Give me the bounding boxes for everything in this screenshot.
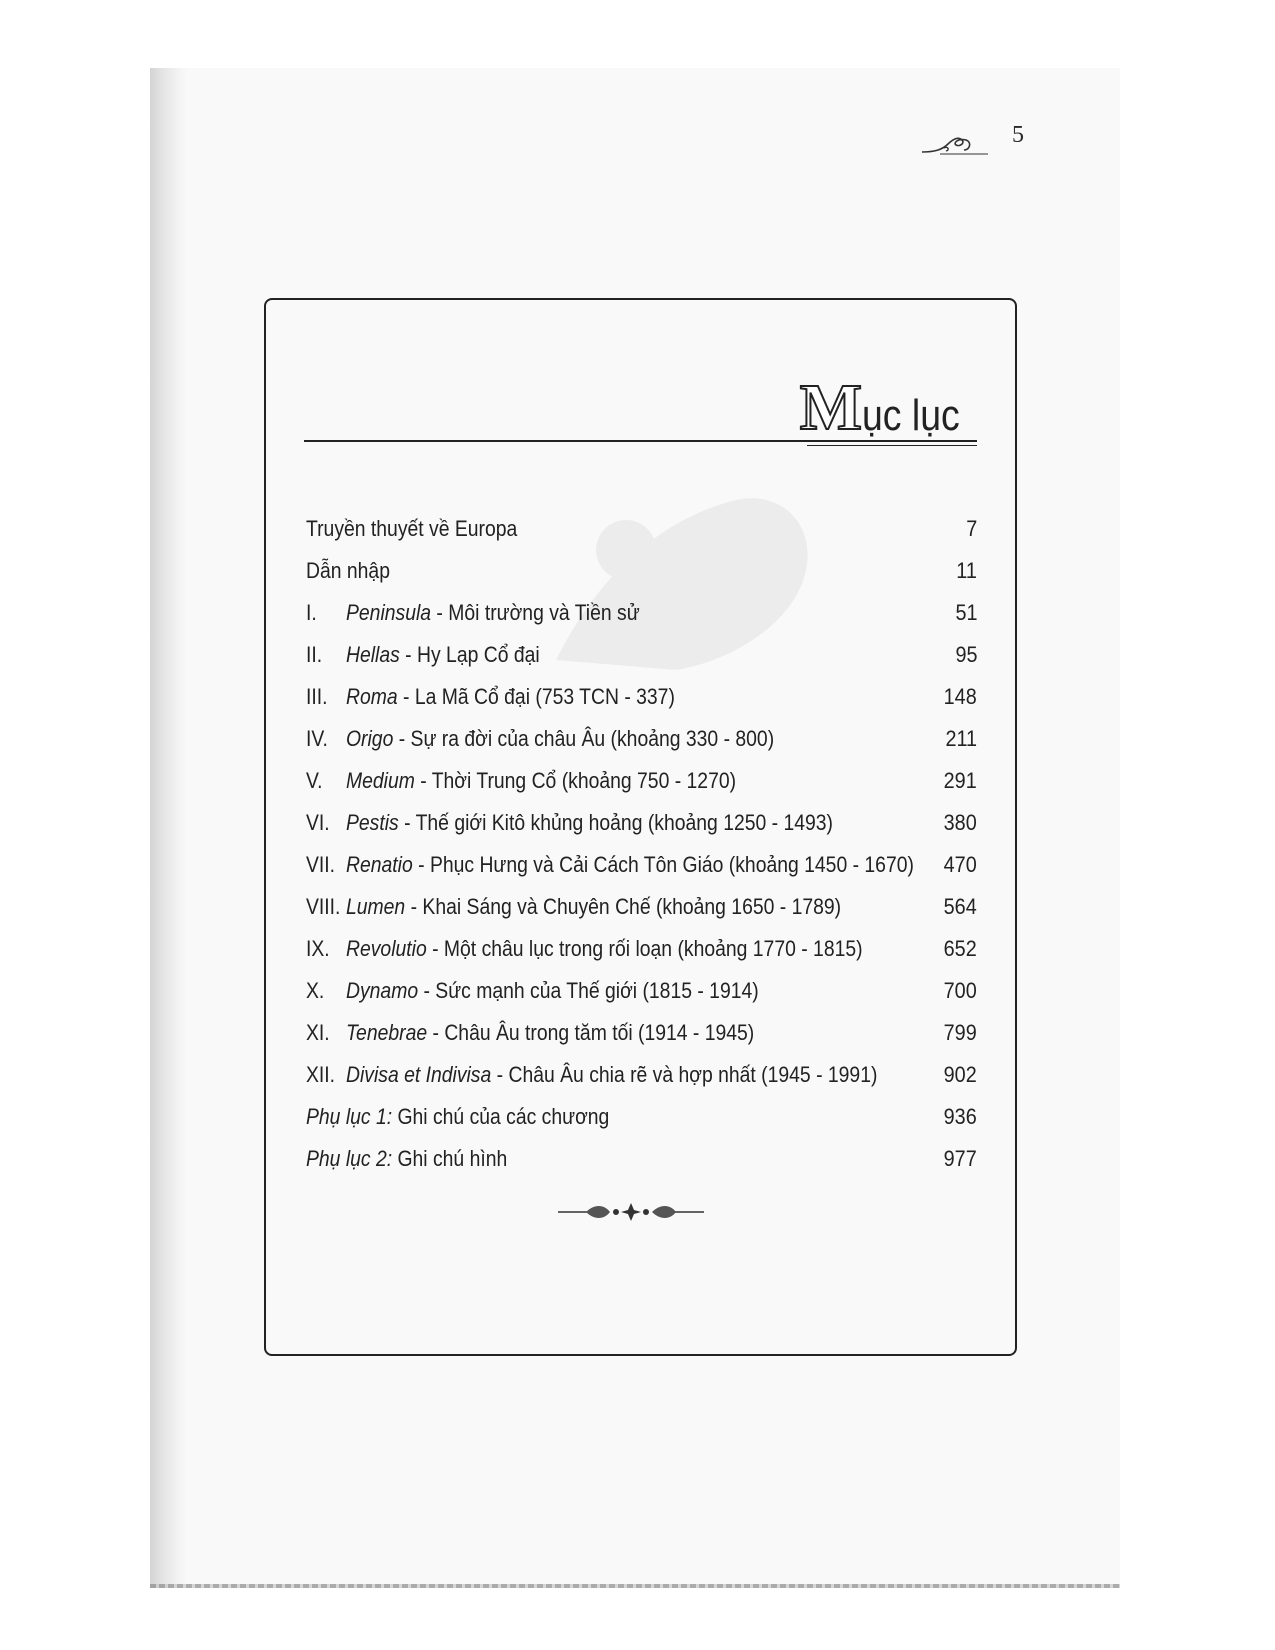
entry-numeral: XI. bbox=[306, 1020, 330, 1045]
entry-latin-title: Peninsula bbox=[346, 600, 432, 625]
entry-page-number: 902 bbox=[943, 1062, 977, 1087]
entry-latin-title: Revolutio bbox=[346, 936, 427, 961]
entry-latin-title: Phụ lục 1: bbox=[306, 1104, 393, 1129]
heading-underline bbox=[807, 445, 977, 446]
entry-title: - Châu Âu chia rẽ và hợp nhất (1945 - 1991) bbox=[491, 1062, 878, 1087]
entry-numeral: VIII. bbox=[306, 894, 341, 919]
entry-title: - Phục Hưng và Cải Cách Tôn Giáo (khoảng 1450 - 1670) bbox=[412, 852, 914, 877]
entry-numeral: X. bbox=[306, 978, 325, 1003]
entry-title: - La Mã Cổ đại (753 TCN - 337) bbox=[397, 684, 675, 709]
toc-entry[interactable] bbox=[306, 516, 977, 558]
entry-title: Ghi chú hình bbox=[392, 1146, 508, 1171]
toc-heading-initial: M bbox=[799, 371, 861, 444]
entry-title: Truyền thuyết về Europa bbox=[306, 516, 518, 541]
entry-latin-title: Dynamo bbox=[346, 978, 419, 1003]
page-number: 5 bbox=[1012, 122, 1024, 148]
toc-heading bbox=[799, 371, 977, 444]
entry-title: - Sức mạnh của Thế giới (1815 - 1914) bbox=[418, 978, 759, 1003]
entry-numeral: V. bbox=[306, 768, 323, 793]
toc-entry[interactable] bbox=[306, 1104, 977, 1146]
entry-page-number: 380 bbox=[943, 810, 977, 835]
entry-latin-title: Lumen bbox=[346, 894, 406, 919]
toc-entry[interactable] bbox=[306, 558, 977, 600]
entry-numeral: XII. bbox=[306, 1062, 336, 1087]
toc-entry[interactable] bbox=[306, 852, 977, 894]
entry-page-number: 7 bbox=[965, 516, 977, 541]
entry-page-number: 977 bbox=[943, 1146, 977, 1171]
toc-entry[interactable] bbox=[306, 642, 977, 684]
entry-title: - Thời Trung Cổ (khoảng 750 - 1270) bbox=[414, 768, 737, 793]
entry-page-number: 936 bbox=[943, 1104, 977, 1129]
entry-title: Dẫn nhập bbox=[306, 558, 390, 583]
entry-numeral: I. bbox=[306, 600, 317, 625]
entry-page-number: 799 bbox=[943, 1020, 977, 1045]
toc-entry[interactable] bbox=[306, 1062, 977, 1104]
entry-title: - Sự ra đời của châu Âu (khoảng 330 - 800) bbox=[393, 726, 775, 751]
entry-page-number: 211 bbox=[945, 726, 977, 751]
toc-entry[interactable] bbox=[306, 894, 977, 936]
entry-page-number: 291 bbox=[943, 768, 977, 793]
entry-latin-title: Pestis bbox=[346, 810, 399, 835]
toc-entry[interactable] bbox=[306, 1146, 977, 1188]
entry-title: - Môi trường và Tiền sử bbox=[431, 600, 640, 625]
entry-page-number: 700 bbox=[943, 978, 977, 1003]
entry-numeral: VII. bbox=[306, 852, 336, 877]
toc-entry[interactable] bbox=[306, 978, 977, 1020]
entry-page-number: 652 bbox=[943, 936, 977, 961]
toc-entry[interactable] bbox=[306, 1020, 977, 1062]
page-gutter-shadow bbox=[150, 68, 190, 1588]
entry-page-number: 95 bbox=[954, 642, 977, 667]
page-header bbox=[920, 122, 1030, 162]
table-of-contents-frame bbox=[264, 298, 1017, 1356]
entry-title: - Khai Sáng và Chuyên Chế (khoảng 1650 - 1789) bbox=[405, 894, 842, 919]
entry-page-number: 148 bbox=[943, 684, 977, 709]
entry-numeral: II. bbox=[306, 642, 323, 667]
entry-numeral: IV. bbox=[306, 726, 328, 751]
page-bottom-edge bbox=[150, 1584, 1120, 1588]
entry-latin-title: Origo bbox=[346, 726, 394, 751]
entry-numeral: VI. bbox=[306, 810, 330, 835]
toc-entry[interactable] bbox=[306, 810, 977, 852]
entry-title: Ghi chú của các chương bbox=[392, 1104, 610, 1129]
heading-rule bbox=[304, 440, 977, 442]
entry-latin-title: Tenebrae bbox=[346, 1020, 428, 1045]
toc-entry[interactable] bbox=[306, 936, 977, 978]
toc-entry[interactable] bbox=[306, 726, 977, 768]
entry-numeral: IX. bbox=[306, 936, 330, 961]
entry-page-number: 470 bbox=[943, 852, 977, 877]
ornament-divider-icon bbox=[556, 1200, 706, 1224]
entry-title: - Một châu lục trong rối loạn (khoảng 1770 - 1815) bbox=[426, 936, 863, 961]
entry-latin-title: Divisa et Indivisa bbox=[346, 1062, 492, 1087]
entry-title: - Châu Âu trong tăm tối (1914 - 1945) bbox=[427, 1020, 755, 1045]
entry-latin-title: Roma bbox=[346, 684, 398, 709]
entry-page-number: 51 bbox=[954, 600, 977, 625]
entry-page-number: 564 bbox=[943, 894, 977, 919]
toc-entry-list bbox=[306, 516, 977, 1188]
entry-latin-title: Renatio bbox=[346, 852, 413, 877]
entry-title: - Thế giới Kitô khủng hoảng (khoảng 1250 - 1493) bbox=[398, 810, 833, 835]
toc-entry[interactable] bbox=[306, 684, 977, 726]
entry-title: - Hy Lạp Cổ đại bbox=[399, 642, 540, 667]
toc-entry[interactable] bbox=[306, 768, 977, 810]
toc-entry[interactable] bbox=[306, 600, 977, 642]
toc-heading-text: ục lục bbox=[862, 391, 960, 440]
entry-numeral: III. bbox=[306, 684, 328, 709]
entry-page-number: 11 bbox=[956, 558, 977, 583]
entry-latin-title: Phụ lục 2: bbox=[306, 1146, 393, 1171]
flourish-icon bbox=[920, 132, 990, 156]
entry-latin-title: Hellas bbox=[346, 642, 400, 667]
entry-latin-title: Medium bbox=[346, 768, 415, 793]
